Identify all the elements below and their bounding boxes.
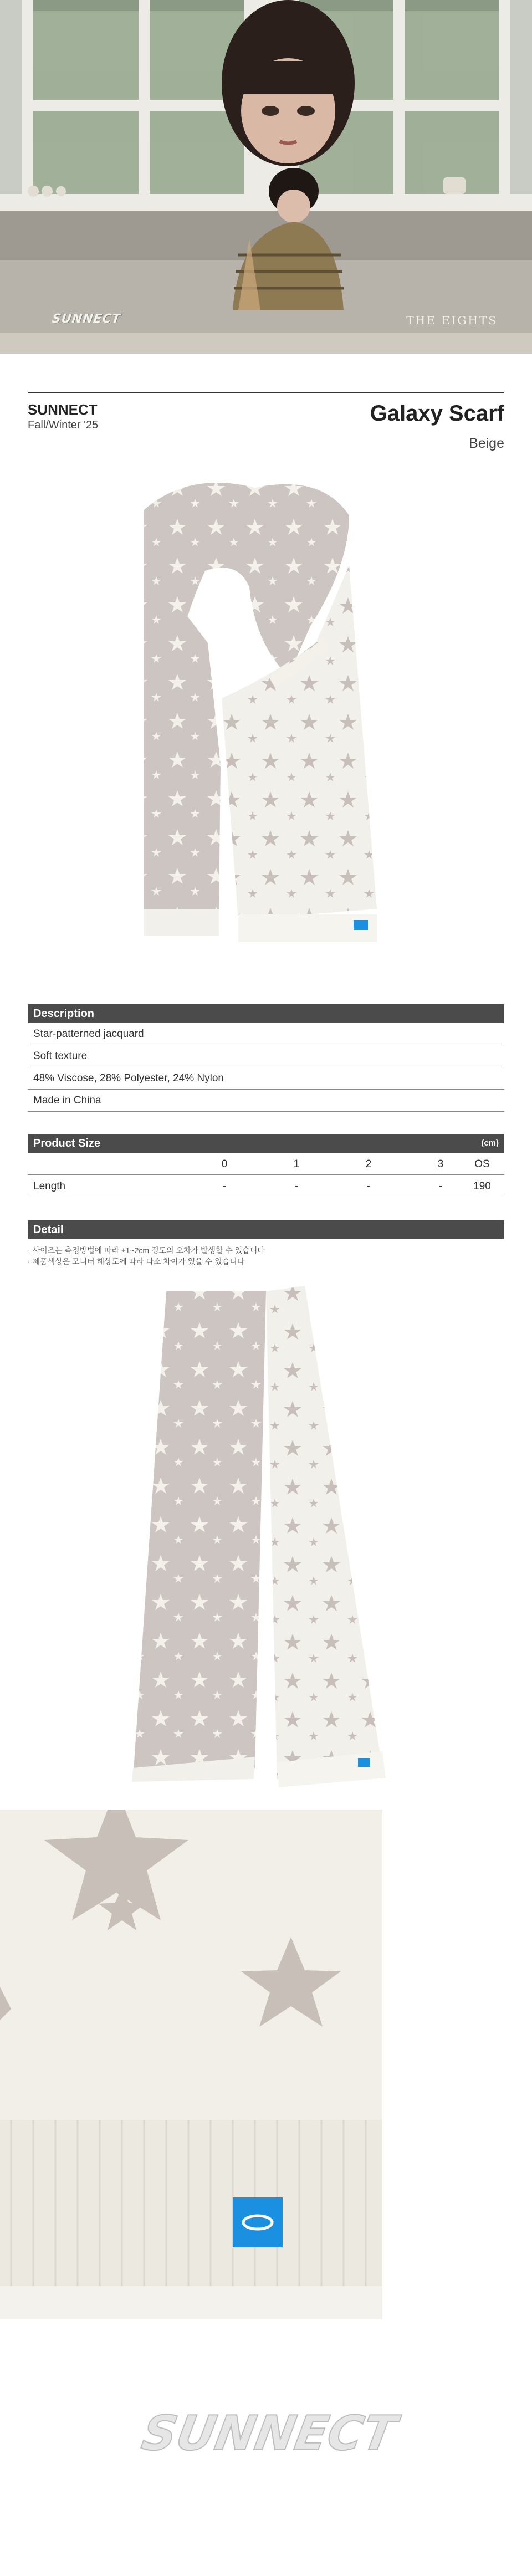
size-col: OS [474, 1158, 490, 1170]
size-col: 2 [365, 1158, 372, 1170]
size-unit: (cm) [481, 1138, 499, 1148]
scarf-closeup-illustration [0, 1810, 532, 2319]
detail-note: · 사이즈는 측정방법에 따라 ±1~2cm 정도의 오차가 발생할 수 있습니다 [28, 1246, 265, 1255]
hero-photo-illustration [0, 0, 532, 354]
size-col: 1 [293, 1158, 300, 1170]
footer-brand-logo [0, 2394, 532, 2472]
hero-image [0, 0, 532, 354]
size-value: - [294, 1180, 299, 1192]
product-color: Beige [469, 436, 504, 451]
description-item: Star-patterned jacquard [28, 1023, 504, 1045]
scarf-draped-illustration [89, 477, 443, 953]
brand-name: SUNNECT [28, 401, 98, 418]
hero-collab-logo: THE EIGHTS [406, 314, 498, 327]
detail-note: · 제품색상은 모니터 해상도에 따라 다소 차이가 있을 수 있습니다 [28, 1257, 245, 1266]
size-columns-row [28, 1154, 504, 1175]
product-name: Galaxy Scarf [370, 401, 504, 426]
size-row-length [28, 1176, 504, 1197]
footer-logo-text: SUNNECT [137, 2406, 401, 2461]
size-col: 0 [221, 1158, 228, 1170]
scarf-flat-illustration [111, 1280, 421, 1790]
size-title: Product Size [33, 1137, 101, 1149]
size-row-label: Length [33, 1180, 66, 1192]
description-item: Made in China [28, 1090, 504, 1112]
description-item: Soft texture [28, 1045, 504, 1067]
size-value: - [438, 1180, 443, 1192]
product-closeup-photo [0, 1810, 532, 2319]
detail-header: Detail [28, 1220, 504, 1239]
size-col: 3 [437, 1158, 444, 1170]
product-photo-front [89, 477, 443, 953]
product-photo-flat [111, 1280, 421, 1790]
season-label: Fall/Winter '25 [28, 419, 99, 431]
size-header [28, 1134, 504, 1153]
size-value: 190 [473, 1180, 491, 1192]
footer-logo-illustration [0, 2394, 532, 2472]
description-item: 48% Viscose, 28% Polyester, 24% Nylon [28, 1067, 504, 1090]
product-header [28, 392, 504, 451]
size-value: - [366, 1180, 371, 1192]
description-header: Description [28, 1004, 504, 1023]
hero-brand-logo: SUNNECT [51, 312, 122, 326]
size-value: - [222, 1180, 227, 1192]
